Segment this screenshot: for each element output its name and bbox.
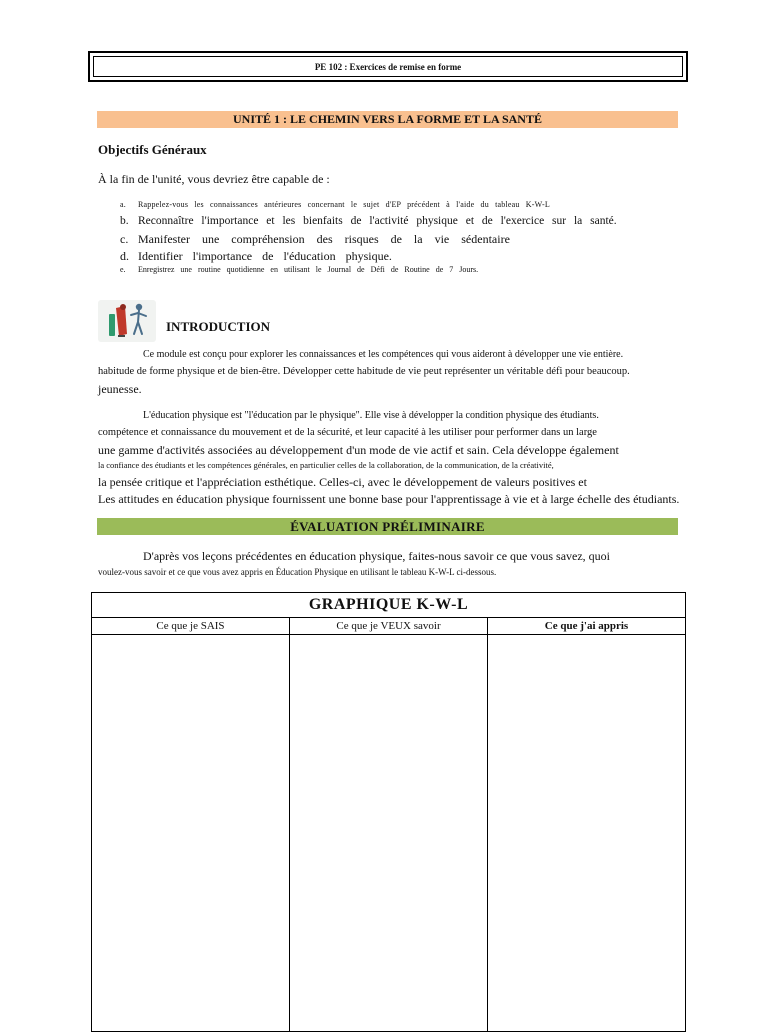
instructor-icon bbox=[98, 300, 156, 342]
objective-letter: d. bbox=[120, 249, 129, 263]
objective-text: Rappelez-vous les connaissances antérieures concernant le sujet d'EP précédent à l'aide du tableau K-W-L bbox=[138, 200, 550, 209]
objective-item bbox=[120, 200, 550, 209]
intro-paragraph-line: jeunesse. bbox=[98, 382, 142, 396]
kwl-chart-table bbox=[91, 592, 686, 1032]
course-title: PE 102 : Exercices de remise en forme bbox=[93, 56, 683, 77]
kwl-column-learned: Ce que j'ai appris bbox=[488, 618, 686, 635]
intro-paragraph-line: habitude de forme physique et de bien-être. Développer cette habitude de vie peut représenter un véritable défi pour beaucoup. bbox=[98, 366, 630, 377]
kwl-chart-title: GRAPHIQUE K-W-L bbox=[92, 593, 686, 618]
intro-paragraph-line: la confiance des étudiants et les compétences générales, en particulier celles de la collaboration, de la communication, de la créativité, bbox=[98, 460, 554, 470]
objective-text: Identifier l'importance de l'éducation physique. bbox=[138, 249, 392, 263]
intro-paragraph-line: Ce module est conçu pour explorer les connaissances et les compétences qui vous aideront à développer une vie entière. bbox=[143, 349, 624, 360]
evaluation-text-line: voulez-vous savoir et ce que vous avez appris en Éducation Physique en utilisant le tableau K-W-L ci-dessous. bbox=[98, 567, 497, 577]
evaluation-banner: ÉVALUATION PRÉLIMINAIRE bbox=[97, 518, 678, 535]
intro-paragraph-line: L'éducation physique est "l'éducation par le physique". Elle vise à développer la condition physique des étudiants. bbox=[143, 410, 599, 421]
introduction-title: INTRODUCTION bbox=[166, 319, 271, 334]
objective-letter: c. bbox=[120, 232, 129, 246]
objective-text: Manifester une compréhension des risques de la vie sédentaire bbox=[138, 232, 510, 246]
unit-banner: UNITÉ 1 : LE CHEMIN VERS LA FORME ET LA SANTÉ bbox=[97, 111, 678, 128]
intro-paragraph-line: Les attitudes en éducation physique fournissent une bonne base pour l'apprentissage à vie et à large échelle des étudiants. bbox=[98, 492, 680, 506]
objectives-intro: À la fin de l'unité, vous devriez être capable de : bbox=[98, 172, 330, 186]
objective-item bbox=[120, 265, 478, 274]
objective-item bbox=[120, 232, 510, 247]
objective-letter: b. bbox=[120, 215, 129, 227]
objective-letter: a. bbox=[120, 200, 126, 209]
kwl-know-cell[interactable] bbox=[92, 635, 290, 1032]
objective-letter: e. bbox=[120, 265, 126, 274]
evaluation-text-line: D'après vos leçons précédentes en éducation physique, faites-nous savoir ce que vous savez, quoi bbox=[143, 549, 611, 563]
intro-paragraph-line: compétence et connaissance du mouvement et de la sécurité, et leur capacité à les utiliser pour performer dans un large bbox=[98, 427, 597, 438]
objective-text: Reconnaître l'importance et les bienfaits de l'activité physique et de l'exercice sur la santé. bbox=[138, 215, 617, 227]
objective-item bbox=[120, 215, 617, 227]
kwl-column-know: Ce que je SAIS bbox=[92, 618, 290, 635]
objectives-title: Objectifs Généraux bbox=[98, 142, 207, 157]
objective-item bbox=[120, 249, 392, 264]
kwl-learned-cell[interactable] bbox=[488, 635, 686, 1032]
kwl-want-cell[interactable] bbox=[290, 635, 488, 1032]
course-header-box bbox=[88, 51, 688, 82]
objective-text: Enregistrez une routine quotidienne en utilisant le Journal de Défi de Routine de 7 Jours. bbox=[138, 265, 479, 274]
intro-paragraph-line: la pensée critique et l'appréciation esthétique. Celles-ci, avec le développement de valeurs positives et bbox=[98, 475, 587, 489]
intro-paragraph-line: une gamme d'activités associées au développement d'un mode de vie actif et sain. Cela développe également bbox=[98, 443, 619, 457]
kwl-column-want: Ce que je VEUX savoir bbox=[290, 618, 488, 635]
